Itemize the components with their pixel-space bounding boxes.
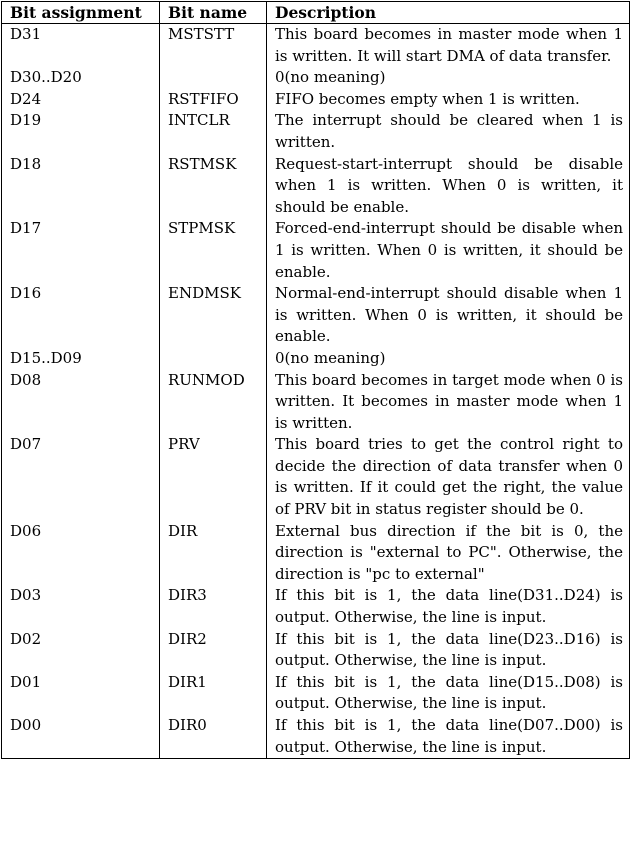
cell-name: DIR0	[160, 715, 267, 759]
cell-bit: D16	[2, 283, 160, 348]
cell-bit: D17	[2, 218, 160, 283]
table-row	[2, 218, 630, 283]
cell-bit: D15..D09	[2, 348, 160, 370]
cell-description: FIFO becomes empty when 1 is written.	[267, 89, 630, 111]
cell-name: DIR2	[160, 629, 267, 672]
cell-bit: D18	[2, 154, 160, 219]
cell-bit: D08	[2, 370, 160, 435]
table-header-row	[2, 2, 630, 24]
cell-bit: D24	[2, 89, 160, 111]
cell-bit: D07	[2, 434, 160, 520]
table-row	[2, 629, 630, 672]
cell-description: If this bit is 1, the data line(D23..D16) is output. Otherwise, the line is input.	[267, 629, 630, 672]
cell-name	[160, 67, 267, 89]
table-row	[2, 154, 630, 219]
cell-description: 0(no meaning)	[267, 348, 630, 370]
cell-description: This board tries to get the control right to decide the direction of data transfer when 0 is written. If it could get the right, the value of PRV bit in status register should be 0.	[267, 434, 630, 520]
cell-description: If this bit is 1, the data line(D07..D00) is output. Otherwise, the line is input.	[267, 715, 630, 759]
bit-assignment-table	[1, 1, 630, 759]
cell-name: RSTFIFO	[160, 89, 267, 111]
table-row	[2, 89, 630, 111]
cell-description: If this bit is 1, the data line(D15..D08) is output. Otherwise, the line is input.	[267, 672, 630, 715]
cell-description: This board becomes in master mode when 1 is written. It will start DMA of data transfer.	[267, 24, 630, 68]
header-bit-assignment: Bit assignment	[2, 2, 160, 24]
cell-name: DIR	[160, 521, 267, 586]
cell-description: 0(no meaning)	[267, 67, 630, 89]
table-row	[2, 521, 630, 586]
table-row	[2, 24, 630, 68]
cell-bit: D03	[2, 585, 160, 628]
header-bit-name: Bit name	[160, 2, 267, 24]
cell-bit: D01	[2, 672, 160, 715]
cell-description: The interrupt should be cleared when 1 is written.	[267, 110, 630, 153]
table-row	[2, 348, 630, 370]
table-row	[2, 672, 630, 715]
table-row	[2, 110, 630, 153]
table-row	[2, 715, 630, 759]
cell-name: RSTMSK	[160, 154, 267, 219]
cell-description: If this bit is 1, the data line(D31..D24) is output. Otherwise, the line is input.	[267, 585, 630, 628]
cell-bit: D06	[2, 521, 160, 586]
table-row	[2, 434, 630, 520]
cell-bit: D30..D20	[2, 67, 160, 89]
cell-description: Normal-end-interrupt should disable when 1 is written. When 0 is written, it should be enable.	[267, 283, 630, 348]
header-description: Description	[267, 2, 630, 24]
cell-name: DIR1	[160, 672, 267, 715]
cell-description: This board becomes in target mode when 0 is written. It becomes in master mode when 1 is written.	[267, 370, 630, 435]
cell-description: External bus direction if the bit is 0, the direction is "external to PC". Otherwise, the direction is "pc to external"	[267, 521, 630, 586]
cell-name: INTCLR	[160, 110, 267, 153]
table-row	[2, 67, 630, 89]
cell-name: PRV	[160, 434, 267, 520]
cell-name: DIR3	[160, 585, 267, 628]
cell-name: ENDMSK	[160, 283, 267, 348]
cell-name: RUNMOD	[160, 370, 267, 435]
table-row	[2, 585, 630, 628]
cell-name	[160, 348, 267, 370]
cell-bit: D00	[2, 715, 160, 759]
cell-bit: D02	[2, 629, 160, 672]
table-row	[2, 370, 630, 435]
cell-name: STPMSK	[160, 218, 267, 283]
cell-description: Request-start-interrupt should be disable when 1 is written. When 0 is written, it should be enable.	[267, 154, 630, 219]
cell-bit: D19	[2, 110, 160, 153]
table-row	[2, 283, 630, 348]
cell-description: Forced-end-interrupt should be disable when 1 is written. When 0 is written, it should be enable.	[267, 218, 630, 283]
cell-name: MSTSTT	[160, 24, 267, 68]
cell-bit: D31	[2, 24, 160, 68]
